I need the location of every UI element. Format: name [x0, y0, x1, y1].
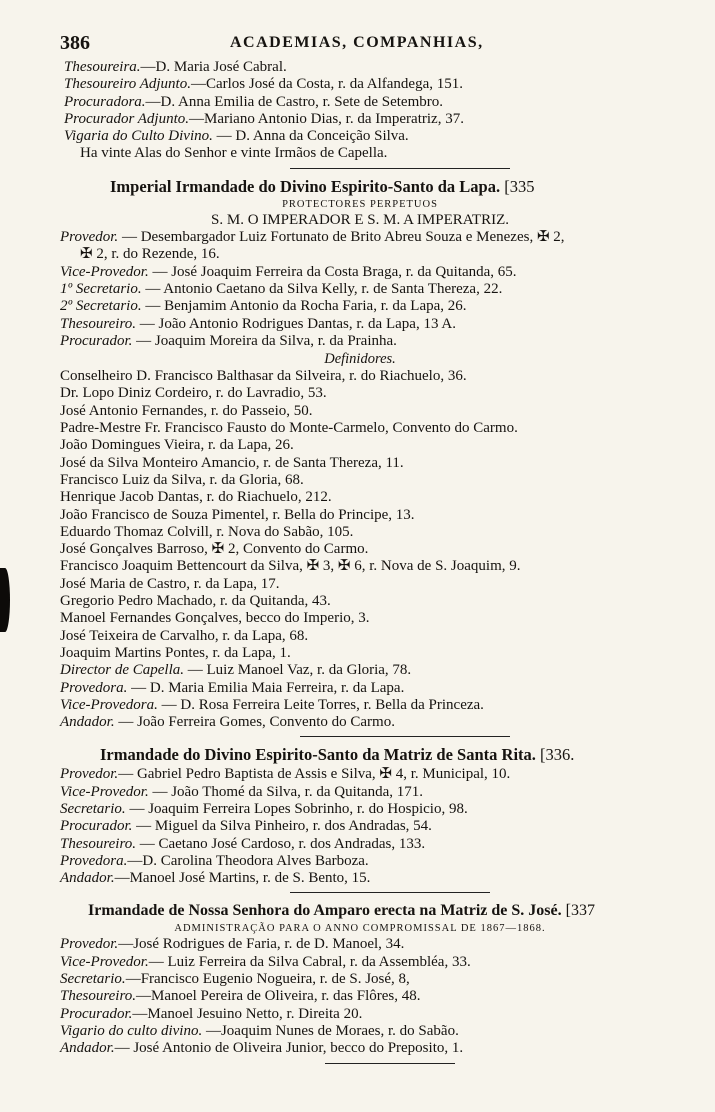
- list-item: Manoel Fernandes Gonçalves, becco do Imperio, 3.: [60, 610, 370, 627]
- entry-line: [60, 333, 660, 350]
- role-label: Vigario do culto divino.: [60, 1022, 203, 1039]
- entry-text: — Desembargador Luiz Fortunato de Brito Abreu Souza e Menezes, ✠ 2,: [118, 229, 565, 246]
- entry-text: —Manoel José Martins, r. de S. Bento, 15.: [114, 870, 371, 887]
- role-label: Procuradora.: [64, 93, 146, 110]
- entry-line: [60, 76, 660, 93]
- list-item: José Teixeira de Carvalho, r. da Lapa, 68.: [60, 627, 309, 644]
- role-label: Vigaria do Culto Divino.: [64, 128, 213, 145]
- role-label: Secretario.: [60, 800, 126, 817]
- list-item: José Gonçalves Barroso, ✠ 2, Convento do Carmo.: [60, 541, 369, 558]
- role-label: Procurador.: [60, 1005, 133, 1022]
- entry-line: [60, 680, 660, 697]
- role-label: Provedor.: [60, 229, 119, 246]
- entry-text: — João Ferreira Gomes, Convento do Carmo.: [114, 714, 395, 731]
- entry-line: [60, 954, 660, 971]
- list-item: Joaquim Martins Pontes, r. da Lapa, 1.: [60, 644, 291, 661]
- list-item: Francisco Joaquim Bettencourt da Silva, ✠ 3, ✠ 6, r. Nova de S. Joaquim, 9.: [60, 558, 521, 575]
- entry-text: —D. Maria José Cabral.: [140, 59, 287, 75]
- list-item: José Antonio Fernandes, r. do Passeio, 50.: [60, 402, 313, 419]
- role-label: Secretario.: [60, 971, 126, 988]
- entry-line: [60, 1040, 660, 1057]
- entry-text: — Luiz Manoel Vaz, r. da Gloria, 78.: [184, 662, 412, 679]
- role-label: Vice-Provedora.: [60, 696, 158, 713]
- section-title-text: Irmandade do Divino Espirito-Santo da Matriz de Santa Rita.: [100, 745, 536, 765]
- entry-line: [60, 784, 660, 801]
- role-label: Procurador.: [60, 332, 133, 349]
- entry-text: —Carlos José da Costa, r. da Alfandega, 151.: [190, 76, 463, 93]
- entry-text: — Antonio Caetano da Silva Kelly, r. de Santa Thereza, 22.: [141, 280, 503, 297]
- section-ref: [335: [504, 176, 535, 196]
- entry-line: [60, 988, 660, 1005]
- entry-line: [60, 1023, 660, 1040]
- entry-line: [60, 662, 660, 679]
- role-label: Vice-Provedor.: [60, 783, 149, 800]
- page-content: [60, 59, 660, 1067]
- entry-line: [60, 298, 660, 315]
- entry-text: —D. Carolina Theodora Alves Barboza.: [127, 852, 369, 869]
- entry-line: [60, 766, 660, 783]
- entry-line: [60, 936, 660, 953]
- section-divider: [290, 892, 490, 893]
- entry-text: — D. Anna da Conceição Silva.: [212, 128, 409, 145]
- section-title: [60, 172, 660, 198]
- entry-text: — Caetano José Cardoso, r. dos Andradas, 133.: [135, 835, 426, 852]
- role-label: Provedor.: [60, 766, 119, 783]
- role-label: Thesoureiro Adjunto.: [64, 76, 191, 93]
- role-label: Thesoureiro.: [60, 835, 136, 852]
- entry-line: [60, 870, 660, 887]
- role-label: Provedora.: [60, 679, 128, 696]
- entry-text: —Manoel Pereira de Oliveira, r. das Flôres, 48.: [135, 988, 421, 1005]
- entry-line: [60, 128, 660, 145]
- entry-line: [60, 246, 660, 263]
- list-item: Eduardo Thomaz Colvill, r. Nova do Sabão, 105.: [60, 523, 354, 540]
- list-item: Dr. Lopo Diniz Cordeiro, r. do Lavradio, 53.: [60, 385, 327, 402]
- role-label: Thesoureira.: [64, 59, 141, 75]
- role-label: Vice-Provedor.: [60, 263, 149, 280]
- entry-text: —José Rodrigues de Faria, r. de D. Manoel, 34.: [118, 936, 405, 953]
- list-item: José da Silva Monteiro Amancio, r. de Santa Thereza, 11.: [60, 454, 404, 471]
- section-ref: [336.: [540, 745, 575, 765]
- list-item: Conselheiro D. Francisco Balthasar da Silveira, r. do Riachuelo, 36.: [60, 368, 467, 385]
- entry-line: [60, 818, 660, 835]
- entry-line: [60, 59, 660, 76]
- role-label: Andador.: [60, 870, 115, 887]
- list-item: João Francisco de Souza Pimentel, r. Bella do Principe, 13.: [60, 506, 415, 523]
- entry-text: Ha vinte Alas do Senhor e vinte Irmãos de Capella.: [80, 145, 388, 162]
- role-label: Vice-Provedor.: [60, 953, 149, 970]
- entry-text: —Mariano Antonio Dias, r. da Imperatriz, 37.: [189, 110, 464, 127]
- section-divider: [290, 168, 510, 169]
- list-item: Padre-Mestre Fr. Francisco Fausto do Monte-Carmelo, Convento do Carmo.: [60, 420, 518, 437]
- entry-text: —Joaquim Nunes de Moraes, r. do Sabão.: [202, 1022, 459, 1039]
- entry-text: —D. Anna Emilia de Castro, r. Sete de Setembro.: [145, 93, 443, 110]
- entry-line: [60, 836, 660, 853]
- entry-text: — Benjamim Antonio da Rocha Faria, r. da Lapa, 26.: [141, 298, 467, 315]
- entry-line: [60, 281, 660, 298]
- list-item: Henrique Jacob Dantas, r. do Riachuelo, 212.: [60, 489, 332, 506]
- list-item: José Maria de Castro, r. da Lapa, 17.: [60, 575, 280, 592]
- entry-line: [60, 229, 660, 246]
- entry-text: — Joaquim Ferreira Lopes Sobrinho, r. do Hospicio, 98.: [125, 800, 468, 817]
- entry-text: — D. Maria Emilia Maia Ferreira, r. da Lapa.: [127, 679, 405, 696]
- entry-text: — Miguel da Silva Pinheiro, r. dos Andradas, 54.: [132, 818, 432, 835]
- list-item: Gregorio Pedro Machado, r. da Quitanda, 43.: [60, 593, 331, 610]
- list-item: Francisco Luiz da Silva, r. da Gloria, 68.: [60, 471, 304, 488]
- page-number: 386: [60, 32, 90, 54]
- page-header: [60, 32, 660, 60]
- section-divider: [325, 1063, 455, 1064]
- entry-line: [60, 714, 660, 731]
- entry-text: — José Antonio de Oliveira Junior, becco do Preposito, 1.: [114, 1040, 464, 1057]
- entry-text: — José Joaquim Ferreira da Costa Braga, r. da Quitanda, 65.: [148, 263, 517, 280]
- entry-line: [60, 316, 660, 333]
- entry-line: [60, 145, 660, 162]
- section-divider: [300, 736, 510, 737]
- role-label: Andador.: [60, 714, 115, 731]
- section-title: [60, 740, 660, 766]
- entry-text: — Joaquim Moreira da Silva, r. da Prainha.: [132, 332, 397, 349]
- entry-line: [60, 111, 660, 128]
- definidores-label: Definidores.: [324, 351, 396, 368]
- entry-line: [60, 264, 660, 281]
- entry-line: [60, 697, 660, 714]
- entry-line: [60, 1006, 660, 1023]
- entry-line: [60, 94, 660, 111]
- role-label: Procurador Adjunto.: [64, 110, 190, 127]
- entry-line: [60, 801, 660, 818]
- protectors-label: PROTECTORES PERPETUOS: [282, 198, 438, 210]
- entry-text: ✠ 2, r. do Rezende, 16.: [80, 246, 220, 263]
- section-title-text: Irmandade de Nossa Senhora do Amparo erecta na Matriz de S. José.: [88, 902, 562, 920]
- role-label: Thesoureiro.: [60, 315, 136, 332]
- entry-text: — Luiz Ferreira da Silva Cabral, r. da Assembléa, 33.: [148, 953, 471, 970]
- entry-line: [60, 853, 660, 870]
- administration-label: ADMINISTRAÇÃO PARA O ANNO COMPROMISSAL DE 1867—1868.: [174, 923, 546, 935]
- section-ref: [337: [565, 902, 595, 920]
- entry-line: [60, 971, 660, 988]
- entry-text: — João Antonio Rodrigues Dantas, r. da Lapa, 13 A.: [135, 315, 456, 332]
- entry-text: —Manoel Jesuino Netto, r. Direita 20.: [132, 1005, 363, 1022]
- section-title-text: Imperial Irmandade do Divino Espirito-Santo da Lapa.: [110, 176, 501, 196]
- protectors-names: S. M. O IMPERADOR E S. M. A IMPERATRIZ.: [211, 211, 509, 228]
- role-label: Provedora.: [60, 852, 128, 869]
- entry-text: — João Thomé da Silva, r. da Quitanda, 171.: [148, 783, 423, 800]
- binding-edge-mark: [0, 568, 10, 632]
- entry-text: — Gabriel Pedro Baptista de Assis e Silva, ✠ 4, r. Municipal, 10.: [118, 766, 511, 783]
- entry-text: —Francisco Eugenio Nogueira, r. de S. José, 8,: [125, 971, 410, 988]
- role-label: Director de Capella.: [60, 662, 185, 679]
- section-title: [60, 896, 660, 922]
- role-label: Provedor.: [60, 936, 119, 953]
- role-label: Andador.: [60, 1040, 115, 1057]
- role-label: Procurador.: [60, 818, 133, 835]
- list-item: João Domingues Vieira, r. da Lapa, 26.: [60, 437, 294, 454]
- role-label: 1º Secretario.: [60, 280, 142, 297]
- entry-text: — D. Rosa Ferreira Leite Torres, r. Bella da Princeza.: [157, 696, 484, 713]
- role-label: Thesoureiro.: [60, 988, 136, 1005]
- running-title: ACADEMIAS, COMPANHIAS,: [230, 34, 484, 51]
- role-label: 2º Secretario.: [60, 298, 142, 315]
